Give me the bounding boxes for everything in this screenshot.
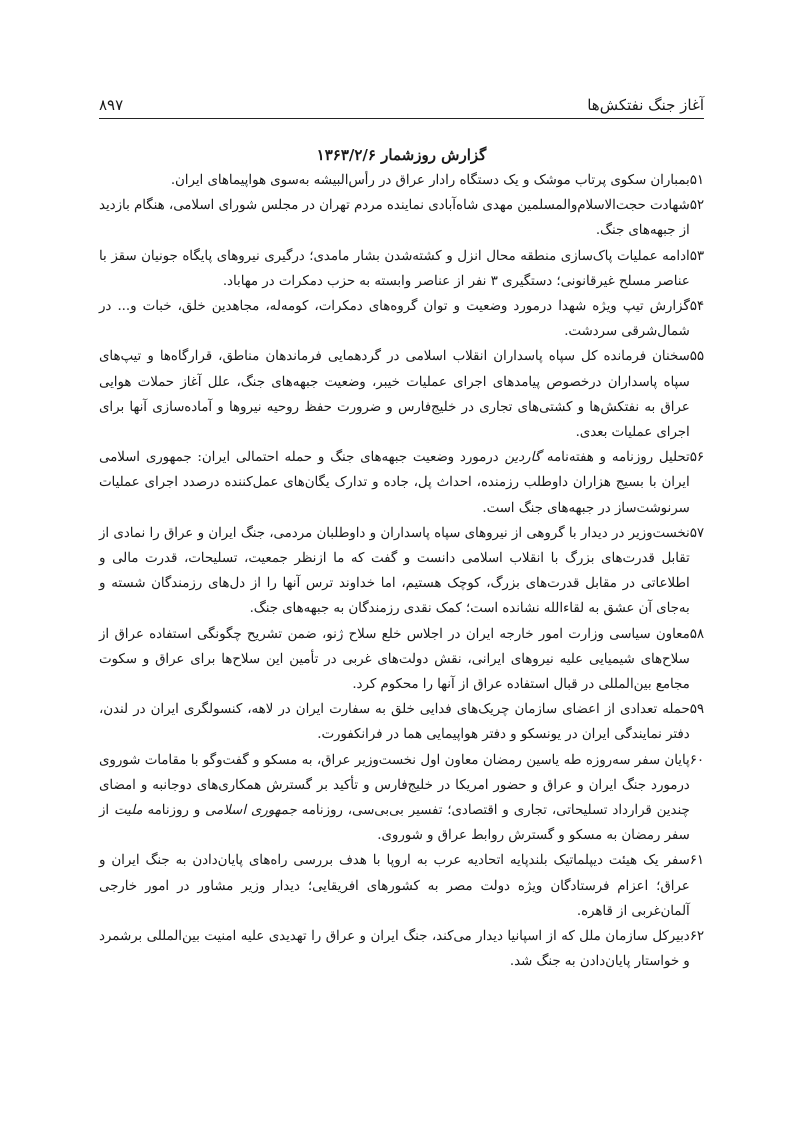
entry-text	[99, 445, 690, 521]
entry-list	[99, 168, 704, 975]
entry-text	[99, 748, 690, 849]
report-body	[99, 146, 704, 975]
entry-number: ۵۱	[689, 173, 704, 188]
entry-text-part: درمورد وضعیت جبهه‌های جنگ و حمله احتمالی ایران: جمهوری اسلامی ایران با بسیج هزاران داوطلب رزمنده، احداث پل، جاده و تدارک یگان‌های عمل‌کننده درصدد اجرای عملیات سرنوشت‌ساز در جبهه‌های جنگ است.	[99, 450, 690, 516]
entry-text: شهادت حجت‌الاسلام‌والمسلمین مهدی شاه‌آبادی نماینده مردم تهران در مجلس شورای اسلامی، هنگام بازدید از جبهه‌های جنگ.	[99, 198, 690, 239]
entry-text: گزارش تیپ ویژه شهدا درمورد وضعیت و توان گروه‌های دمکرات، کومه‌له، مجاهدین خلق، خبات و... در شمال‌شرقی سردشت.	[99, 299, 690, 340]
entry-text: نخست‌وزیر در دیدار با گروهی از نیروهای سپاه پاسداران و داوطلبان مردمی، جنگ ایران و عراق را نمادی از تقابل قدرت‌های بزرگ با انقلاب اسلامی دانست و گفت که ما ازنظر جمعیت، تسلیحات، قدرت مالی و اطلاعاتی در مقابل قدرت‌های بزرگ، کوچک هستیم، اما خداوند ترس آنها را از دل‌های رزمندگان شسته و به‌جای آن عشق به لقاءالله نشانده است؛ کمک نقدی رزمندگان به جبهه‌های جنگ.	[99, 525, 690, 617]
entry-56	[99, 445, 704, 521]
entry-text: سفر یک هیئت دیپلماتیک بلندپایه اتحادیه عرب به اروپا با هدف بررسی راه‌های پایان‌دادن به جنگ ایران و عراق؛ اعزام فرستادگان ویژه دولت مصر به کشورهای افریقایی؛ دیدار وزیر مشاور در امور خارجی آلمان‌غربی از قاهره.	[99, 853, 690, 919]
entry-51	[99, 168, 704, 193]
entry-text: حمله تعدادی از اعضای سازمان چریک‌های فدایی خلق به سفارت ایران در لاهه، کنسولگری ایران در لندن، دفتر نمایندگی ایران در یونسکو و دفتر هواپیمایی هما در فرانکفورت.	[99, 702, 690, 743]
entry-number: ۵۳	[689, 248, 704, 264]
entry-number: ۵۹	[689, 702, 704, 718]
entry-text: بمباران سکوی پرتاب موشک و یک دستگاه رادار عراق در رأس‌البیشه به‌سوی هواپیماهای ایران.	[170, 173, 690, 188]
entry-62	[99, 924, 704, 974]
entry-text-part: و روزنامه	[142, 803, 206, 819]
entry-number: ۵۸	[689, 626, 704, 642]
entry-text-part: از سفر رمضان به مسکو و گسترش روابط عراق و شوروی.	[99, 803, 690, 844]
entry-number: ۵۴	[689, 299, 704, 315]
entry-number: ۵۵	[689, 349, 704, 365]
entry-number: ۶۲	[689, 929, 704, 945]
entry-number: ۵۲	[689, 198, 704, 214]
entry-60	[99, 748, 704, 849]
entry-text: معاون سیاسی وزارت امور خارجه ایران در اجلاس خلع سلاح ژنو، ضمن تشریح چگونگی استفاده عراق از سلاح‌های شیمیایی علیه نیروهای ایرانی، نقش دولت‌های غربی در تأمین این سلاح‌ها برای عراق و سکوت مجامع بین‌المللی در قبال استفاده عراق از آنها را محکوم کرد.	[99, 626, 690, 693]
entry-52	[99, 193, 704, 243]
entry-number: ۶۱	[689, 853, 704, 869]
publication-name: ملیت	[114, 803, 143, 819]
entry-58	[99, 622, 704, 698]
running-header	[99, 88, 704, 119]
entry-55	[99, 344, 704, 445]
entry-59	[99, 697, 704, 747]
publication-name: جمهوری اسلامی	[205, 803, 297, 819]
running-title: آغاز جنگ نفتکش‌ها	[587, 96, 704, 114]
entry-text-part: پایان سفر سه‌روزه طه یاسین رمضان معاون اول نخست‌وزیر عراق، به مسکو و گفت‌وگو با مقامات شوروی درمورد جنگ ایران و عراق و حضور امریکا در خلیج‌فارس و تأکید بر گسترش همکاری‌های دوجانبه و امضای چندین قرارداد تسلیحاتی، تجاری و اقتصادی؛ تفسیر بی‌بی‌سی، روزنامه	[99, 752, 690, 819]
entry-54	[99, 294, 704, 344]
page-number: ۸۹۷	[99, 96, 124, 114]
publication-name: گاردین	[504, 450, 541, 466]
entry-text: سخنان فرمانده کل سپاه پاسداران انقلاب اسلامی در گردهمایی فرماندهان مناطق، قرارگاه‌ها و تیپ‌های سپاه پاسداران درخصوص پیامدهای اجرای عملیات خیبر، وضعیت جبهه‌های جنگ، علل آغاز حملات هوایی عراق به نفتکش‌ها و کشتی‌های تجاری در خلیج‌فارس و ضرورت حفظ روحیه نیروها و آماده‌سازی آنها برای اجرای عملیات بعدی.	[99, 349, 690, 441]
entry-61	[99, 848, 704, 924]
report-title: گزارش روزشمار ۱۳۶۳/۲/۶	[316, 146, 487, 164]
entry-number: ۵۶	[689, 450, 704, 466]
entry-text: ادامه عملیات پاک‌سازی منطقه محال انزل و کشته‌شدن بشار مامدی؛ درگیری نیروهای پایگاه جونیان سقز با عناصر مسلح غیرقانونی؛ دستگیری ۳ نفر از عناصر وابسته به حزب دمکرات در مهاباد.	[99, 248, 690, 289]
entry-text-part: تحلیل روزنامه و هفته‌نامه	[540, 450, 690, 466]
entry-53	[99, 244, 704, 294]
entry-number: ۵۷	[689, 525, 704, 541]
entry-text: دبیرکل سازمان ملل که از اسپانیا دیدار می‌کند، جنگ ایران و عراق را تهدیدی علیه امنیت بین‌المللی برشمرد و خواستار پایان‌دادن به جنگ شد.	[99, 929, 690, 970]
entry-57	[99, 521, 704, 622]
entry-number: ۶۰	[689, 752, 704, 768]
